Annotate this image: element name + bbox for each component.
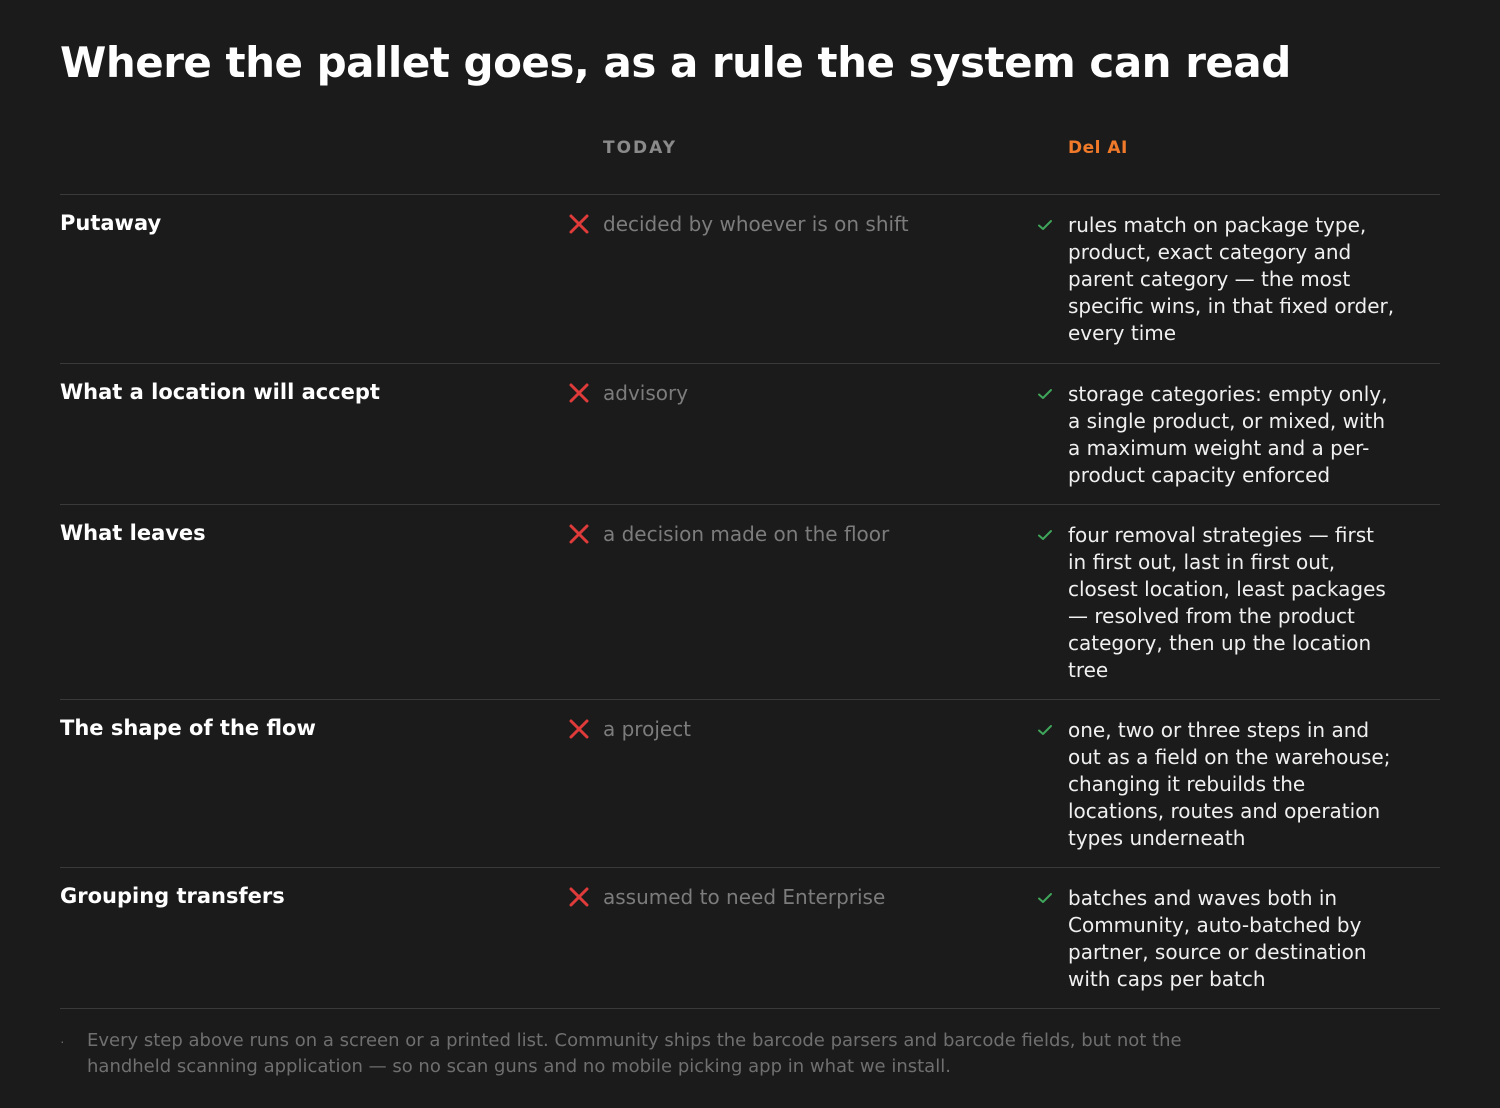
today-cell xyxy=(567,381,688,406)
row-label: What leaves xyxy=(60,521,206,545)
comparison-table xyxy=(60,194,1440,1009)
delai-text: four removal strategies — first in first out, last in first out, closest location, least packages — resolved from the product category, then up the location tree xyxy=(1068,523,1386,682)
delai-text: storage categories: empty only, a single product, or mixed, with a maximum weight and a per-product capacity enforced xyxy=(1068,382,1388,487)
footnote-text: Every step above runs on a screen or a printed list. Community ships the barcode parsers and barcode fields, but not the handheld scanning application — so no scan guns and no mobile picking app in what we install. xyxy=(87,1030,1182,1077)
cross-icon xyxy=(567,522,591,546)
cross-icon xyxy=(567,885,591,909)
table-row xyxy=(60,868,1440,1009)
footnote xyxy=(60,1028,1240,1080)
cross-icon xyxy=(567,212,591,236)
table-row xyxy=(60,364,1440,505)
delai-text: batches and waves both in Community, auto-batched by partner, source or destination with caps per batch xyxy=(1068,886,1367,991)
check-icon xyxy=(1036,385,1054,403)
check-icon xyxy=(1036,526,1054,544)
delai-cell xyxy=(1036,381,1398,489)
delai-text: rules match on package type, product, exact category and parent category — the most specific wins, in that fixed order, every time xyxy=(1068,213,1395,345)
delai-text: one, two or three steps in and out as a field on the warehouse; changing it rebuilds the locations, routes and operation types underneath xyxy=(1068,718,1391,850)
check-icon xyxy=(1036,721,1054,739)
column-header-today: TODAY xyxy=(603,138,677,158)
today-cell xyxy=(567,522,889,547)
today-text: assumed to need Enterprise xyxy=(603,885,886,909)
delai-cell xyxy=(1036,212,1398,347)
today-text: decided by whoever is on shift xyxy=(603,212,909,236)
row-label: Putaway xyxy=(60,211,162,235)
cross-icon xyxy=(567,717,591,741)
footnote-bullet: · xyxy=(60,1033,65,1049)
today-text: advisory xyxy=(603,381,689,405)
cross-icon xyxy=(567,381,591,405)
table-row xyxy=(60,700,1440,868)
table-row xyxy=(60,505,1440,700)
row-label: The shape of the flow xyxy=(60,716,316,740)
delai-cell xyxy=(1036,717,1398,852)
today-text: a decision made on the floor xyxy=(603,522,890,546)
today-cell xyxy=(567,717,691,742)
check-icon xyxy=(1036,889,1054,907)
delai-cell xyxy=(1036,522,1398,684)
table-row xyxy=(60,195,1440,364)
today-cell xyxy=(567,885,885,910)
row-label: Grouping transfers xyxy=(60,884,285,908)
delai-cell xyxy=(1036,885,1398,993)
column-header-delai: Del AI xyxy=(1068,138,1128,158)
page-title: Where the pallet goes, as a rule the system can read xyxy=(60,38,1291,87)
today-text: a project xyxy=(603,717,692,741)
today-cell xyxy=(567,212,909,237)
row-label: What a location will accept xyxy=(60,380,380,404)
check-icon xyxy=(1036,216,1054,234)
